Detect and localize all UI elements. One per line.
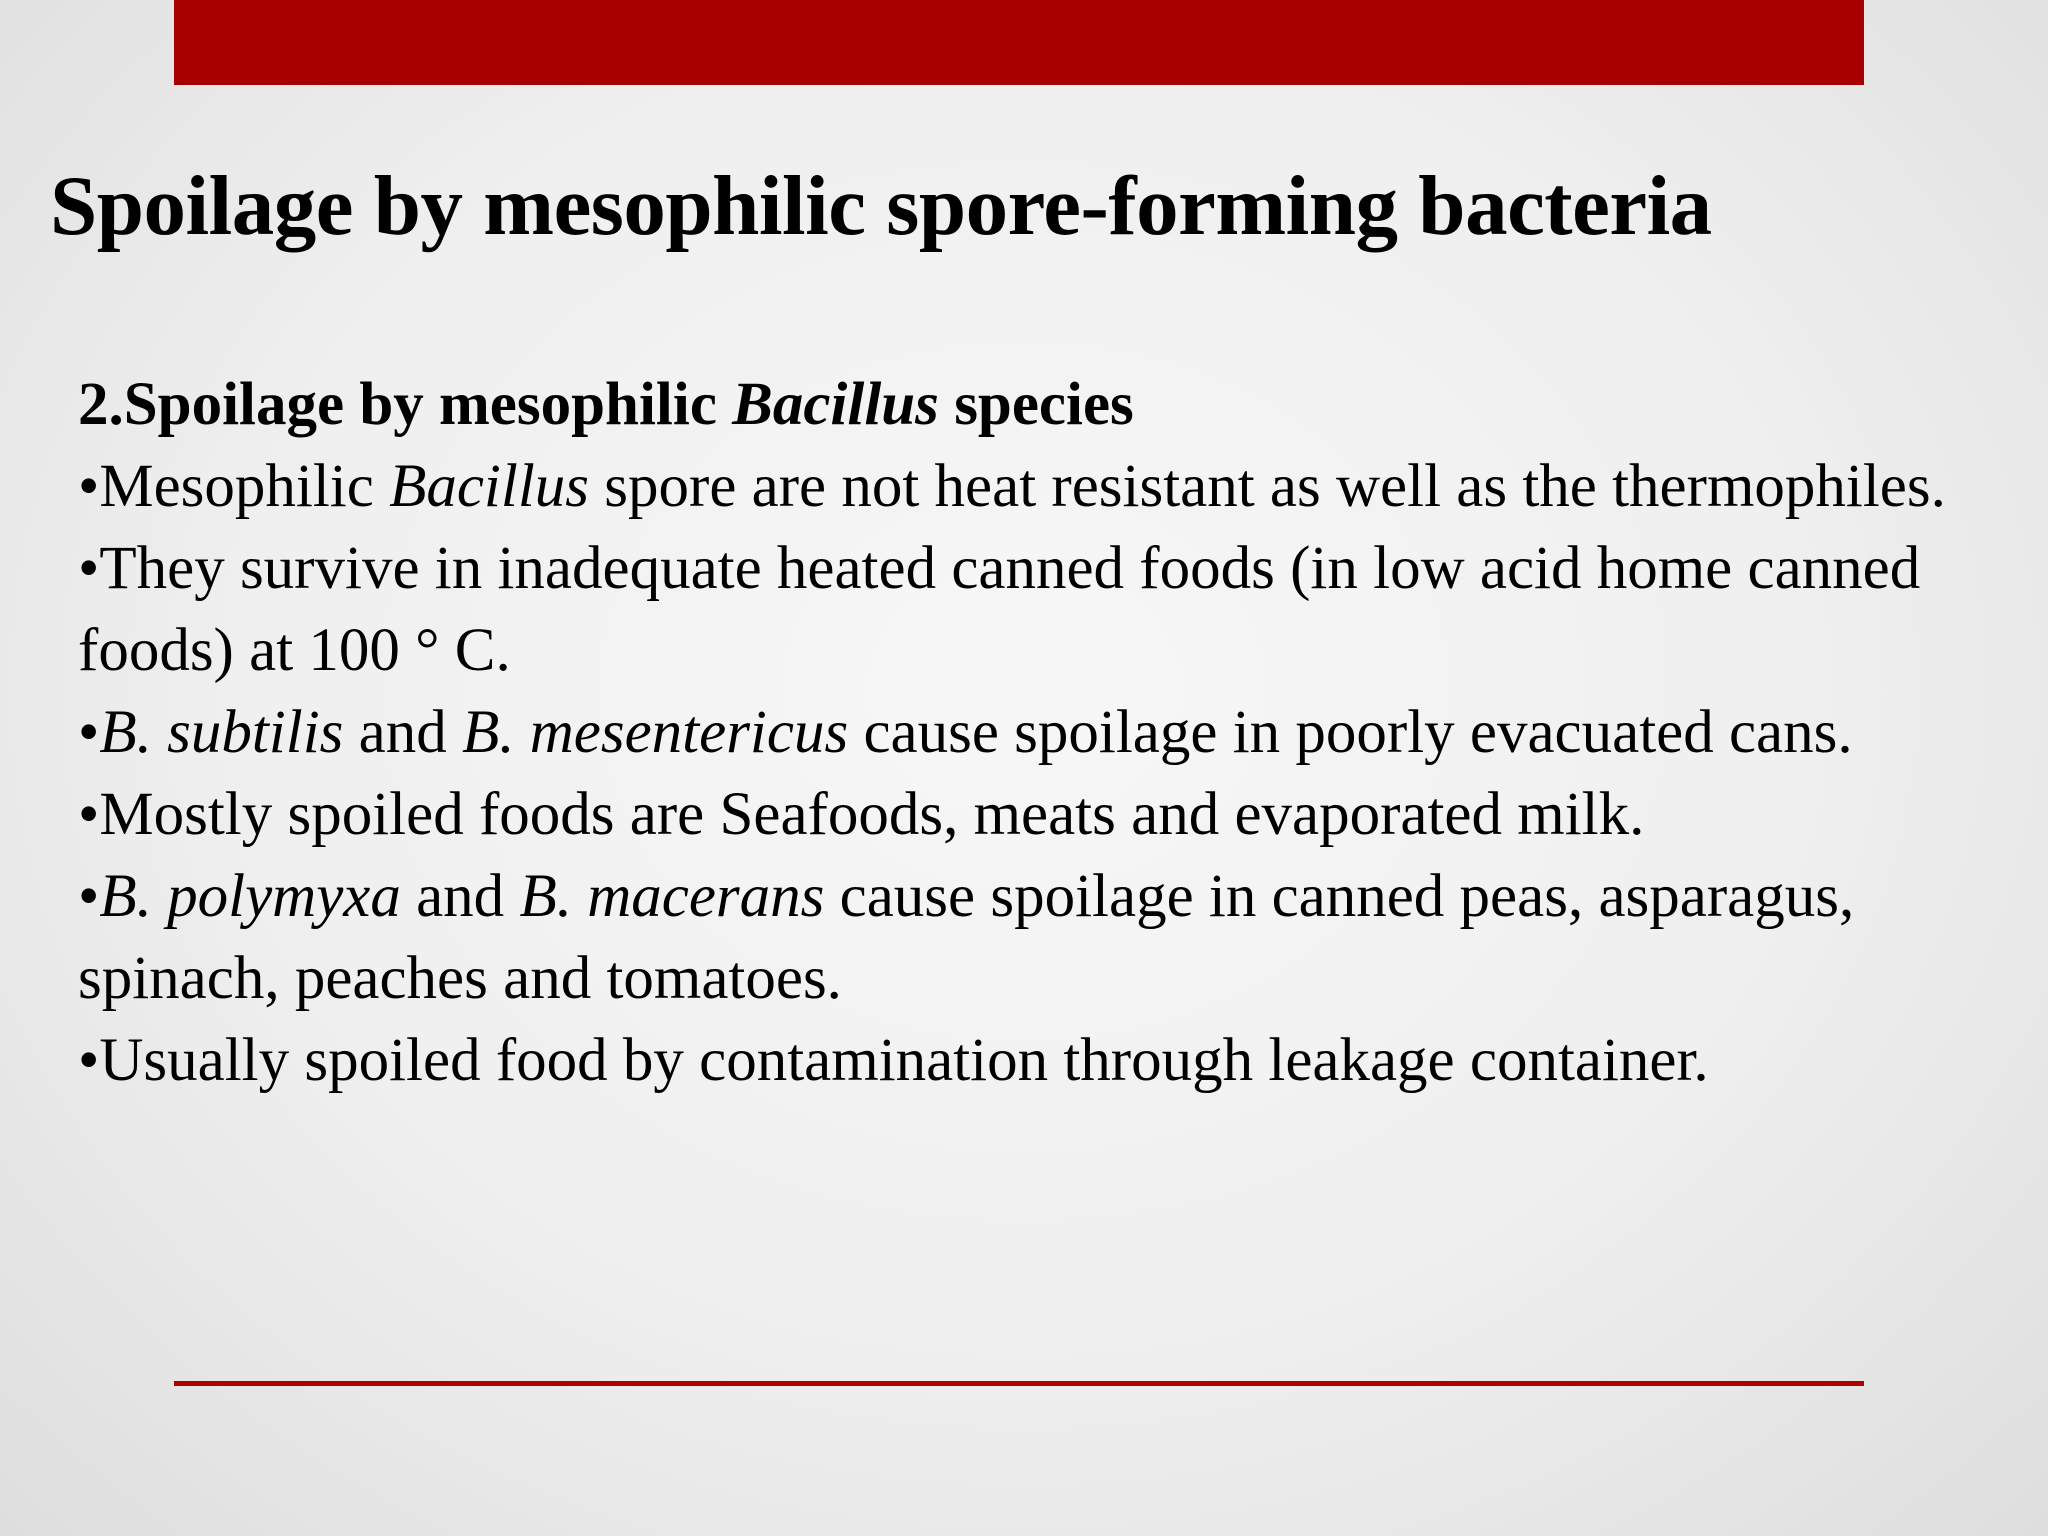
bullet-text: and [343, 699, 462, 766]
bullet-marker: • [78, 535, 100, 602]
bullet-italic-text: B. macerans [519, 863, 825, 930]
bullet-item-5 [78, 856, 1978, 1020]
bullet-text: Usually spoiled food by contamination through leakage container. [99, 1027, 1709, 1094]
bullet-italic-text: B. subtilis [99, 699, 344, 766]
slide-title: Spoilage by mesophilic spore-forming bacteria [50, 159, 1712, 253]
bullet-marker: • [78, 453, 100, 520]
section-subheading [78, 364, 1978, 446]
top-accent-bar [174, 0, 1864, 85]
bullet-item-3 [78, 692, 1978, 774]
bullet-item-2 [78, 528, 1978, 692]
bullet-text: and [400, 863, 520, 930]
bullet-text: cause spoilage in canned peas, asparagus, spinach, peaches and tomatoes. [78, 863, 1855, 1012]
bullet-item-4 [78, 774, 1978, 856]
bullet-item-1 [78, 446, 1978, 528]
bullet-text: Mostly spoiled foods are Seafoods, meats and evaporated milk. [99, 781, 1645, 848]
bullet-text: spore are not heat resistant as well as the thermophiles. [589, 453, 1946, 520]
bullet-text: Mesophilic [99, 453, 390, 520]
bullet-italic-text: B. mesentericus [461, 699, 849, 766]
subheading-suffix: species [938, 371, 1134, 438]
slide-content [78, 364, 1978, 1102]
bullet-text: cause spoilage in poorly evacuated cans. [848, 699, 1853, 766]
bottom-divider [174, 1381, 1864, 1386]
bullet-text: They survive in inadequate heated canned foods (in low acid home canned foods) at 100 ° C. [78, 535, 1921, 684]
bullet-marker: • [78, 863, 100, 930]
bullet-italic-text: B. polymyxa [99, 863, 401, 930]
bullet-marker: • [78, 699, 100, 766]
bullet-marker: • [78, 1027, 100, 1094]
bullet-item-6 [78, 1020, 1978, 1102]
subheading-genus: Bacillus [732, 371, 939, 438]
bullet-italic-text: Bacillus [389, 453, 590, 520]
subheading-prefix: 2.Spoilage by mesophilic [78, 371, 733, 438]
bullet-marker: • [78, 781, 100, 848]
